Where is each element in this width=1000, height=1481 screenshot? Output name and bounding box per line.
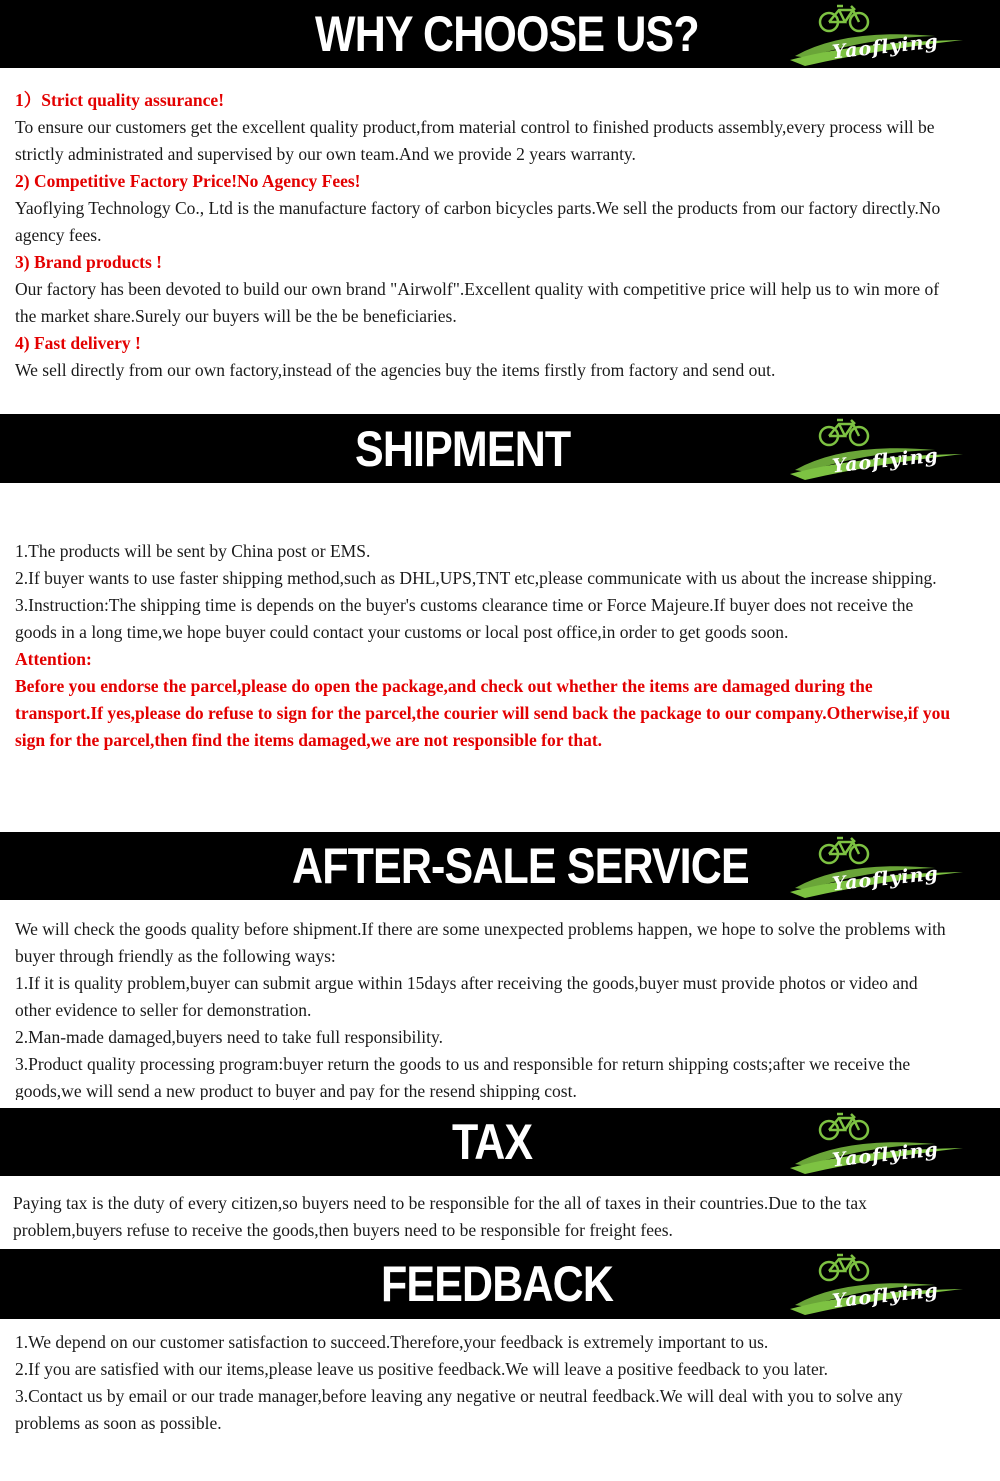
shipment-banner	[0, 414, 1000, 483]
attention-label: Attention:	[15, 649, 92, 669]
why-item-heading: 2) Competitive Factory Price!No Agency Fees!	[15, 171, 361, 191]
feedback-line: 3.Contact us by email or our trade manager,before leaving any negative or neutral feedback.We will deal with you to solve any problems as soon as possible.	[15, 1386, 903, 1433]
why-item-heading: 1）Strict quality assurance!	[15, 90, 225, 110]
tax-content	[13, 1190, 953, 1244]
why-item-body: Yaoflying Technology Co., Ltd is the manufacture factory of carbon bicycles parts.We sell the products from our factory directly.No agency fees.	[15, 198, 941, 245]
feedback-title: FEEDBACK	[381, 1256, 614, 1312]
why-item-heading: 3) Brand products !	[15, 252, 162, 272]
bicycle-icon	[820, 6, 868, 31]
shipment-line: 3.Instruction:The shipping time is depends on the buyer's customs clearance time or Force Majeure.If buyer does not receive the goods in a long time,we hope buyer could contact your customs or local post office,in order to get goods soon.	[15, 595, 914, 642]
bicycle-icon	[820, 838, 868, 863]
why-item-body: We sell directly from our own factory,instead of the agencies buy the items firstly from factory and send out.	[15, 360, 776, 380]
why-choose-us-banner	[0, 0, 1000, 68]
after-sale-content	[15, 916, 955, 1100]
after-sale-line: We will check the goods quality before shipment.If there are some unexpected problems happen, we hope to solve the problems with buyer through friendly as the following ways:	[15, 919, 946, 966]
feedback-line: 2.If you are satisfied with our items,please leave us positive feedback.We will leave a positive feedback to you later.	[15, 1359, 829, 1379]
why-choose-us-title: WHY CHOOSE US?	[315, 6, 699, 62]
bicycle-icon	[820, 1114, 868, 1139]
shipment-line: 1.The products will be sent by China post or EMS.	[15, 541, 371, 561]
after-sale-line: 3.Product quality processing program:buyer return the goods to us and responsible for return shipping costs;after we receive the goods,we will send a new product to buyer and pay for the resend shipping cost.	[15, 1054, 911, 1100]
attention-text: Before you endorse the parcel,please do open the package,and check out whether the items are damaged during the transport.If yes,please do refuse to sign for the parcel,the courier will send back the package to our company.Otherwise,if you sign for the parcel,then find the items damaged,we are not responsible for that.	[15, 676, 951, 750]
why-item-heading: 4) Fast delivery !	[15, 333, 141, 353]
why-choose-us-content	[15, 87, 955, 384]
bicycle-icon	[820, 1255, 868, 1280]
shipment-content	[15, 538, 955, 754]
feedback-content	[15, 1329, 955, 1437]
logo-text: Yaoflying	[831, 444, 940, 478]
logo-text: Yaoflying	[831, 1138, 940, 1172]
tax-title: TAX	[452, 1114, 533, 1170]
shipment-title: SHIPMENT	[355, 420, 571, 477]
after-sale-line: 1.If it is quality problem,buyer can submit argue within 15days after receiving the goods,buyer must provide photos or video and other evidence to seller for demonstration.	[15, 973, 918, 1020]
tax-banner	[0, 1108, 1000, 1176]
logo-text: Yaoflying	[831, 30, 940, 64]
why-item-body: To ensure our customers get the excellent quality product,from material control to finished products assembly,every process will be strictly administrated and supervised by our own team.And we provide 2 years warranty.	[15, 117, 935, 164]
logo-text: Yaoflying	[831, 1279, 940, 1313]
why-item-body: Our factory has been devoted to build our own brand "Airwolf".Excellent quality with competitive price will help us to win more of the market share.Surely our buyers will be the be beneficiaries.	[15, 279, 940, 326]
after-sale-banner	[0, 832, 1000, 900]
after-sale-line: 2.Man-made damaged,buyers need to take full responsibility.	[15, 1027, 443, 1047]
logo-text: Yaoflying	[831, 862, 940, 896]
shipment-line: 2.If buyer wants to use faster shipping method,such as DHL,UPS,TNT etc,please communicate with us about the increase shipping.	[15, 568, 937, 588]
after-sale-title: AFTER-SALE SERVICE	[292, 838, 749, 894]
feedback-line: 1.We depend on our customer satisfaction to succeed.Therefore,your feedback is extremely important to us.	[15, 1332, 769, 1352]
tax-text: Paying tax is the duty of every citizen,so buyers need to be responsible for the all of taxes in their countries.Due to the tax problem,buyers refuse to receive the goods,then buyers need to be responsible for freight fees.	[13, 1193, 867, 1240]
bicycle-icon	[820, 420, 868, 445]
feedback-banner	[0, 1249, 1000, 1319]
